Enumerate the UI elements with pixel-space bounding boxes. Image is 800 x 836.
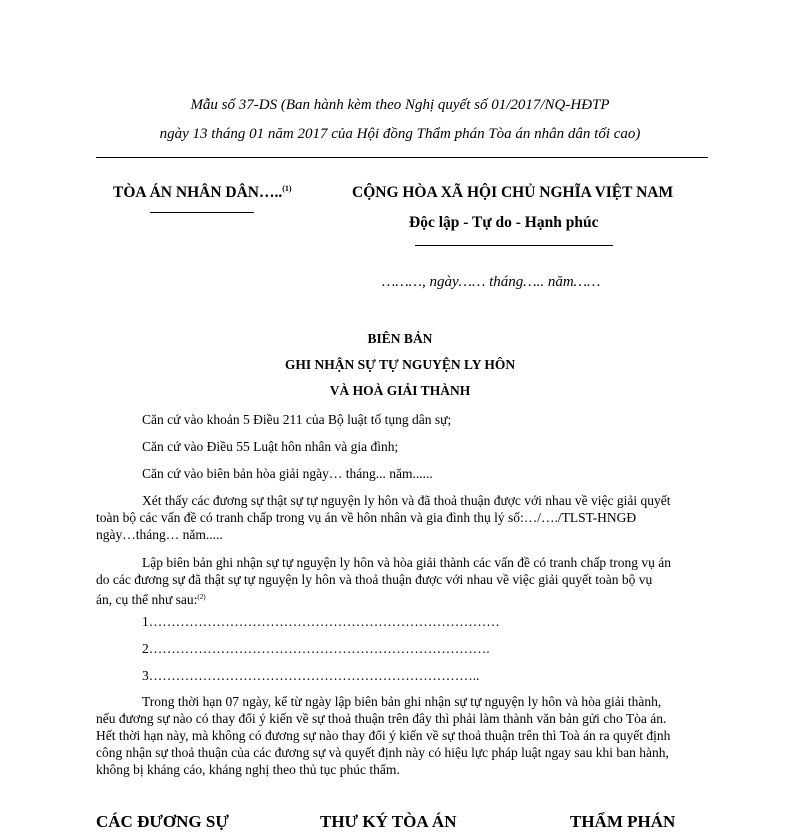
motto-underline (415, 245, 613, 246)
basis-3: Căn cứ vào biên bản hòa giải ngày… tháng... năm...... (142, 466, 433, 481)
para2-line1: Lập biên bản ghi nhận sự tự nguyện ly hôn và hòa giải thành các vấn đề có tranh chấp trong vụ án (142, 555, 671, 570)
para3-line2: nếu đương sự nào có thay đổi ý kiến về sự thoả thuận trên đây thì phải làm thành văn bản gửi cho Tòa án. (96, 711, 667, 726)
date-line: ………, ngày…… tháng….. năm…… (382, 274, 601, 290)
para1-line3: ngày…tháng… năm..... (96, 527, 223, 542)
nation-name: CỘNG HÒA XÃ HỘI CHỦ NGHĨA VIỆT NAM (352, 184, 674, 201)
doc-title-line2: GHI NHẬN SỰ TỰ NGUYỆN LY HÔN (284, 357, 516, 372)
para3-line1: Trong thời hạn 07 ngày, kể từ ngày lập biên bản ghi nhận sự tự nguyện ly hôn và hòa giải thành, (142, 694, 662, 709)
para1-line2: toàn bộ các vấn đề có tranh chấp trong vụ án về hôn nhân và gia đình thụ lý số:…/…./TLST-HNGĐ (96, 510, 637, 525)
court-name-block (113, 184, 292, 202)
item-3: 3……………………………………………………………….. (142, 668, 480, 683)
item-2: 2…………………………………………………………………. (142, 641, 490, 656)
para3-line4: công nhận sự thoả thuận của các đương sự và quyết định này có hiệu lực pháp luật ngay sau khi ban hành, (96, 745, 669, 760)
signature-parties: CÁC ĐƯƠNG SỰ (96, 812, 229, 831)
para3-line5: không bị kháng cáo, kháng nghị theo thủ tục phúc thẩm. (96, 762, 400, 777)
para2-line3-block (96, 587, 206, 610)
header-divider (96, 157, 708, 158)
form-note-line1: Mẫu số 37-DS (Ban hành kèm theo Nghị quyết số 01/2017/NQ-HĐTP (190, 97, 610, 113)
court-name: TÒA ÁN NHÂN DÂN….. (113, 184, 283, 201)
signature-judge: THẨM PHÁN (570, 812, 676, 831)
basis-2: Căn cứ vào Điều 55 Luật hôn nhân và gia đình; (142, 439, 399, 454)
court-footnote-ref: (1) (282, 184, 292, 193)
basis-1: Căn cứ vào khoản 5 Điều 211 của Bộ luật tố tụng dân sự; (142, 412, 452, 427)
doc-title-line3: VÀ HOÀ GIẢI THÀNH (329, 383, 471, 398)
para3-line3: Hết thời hạn này, mà không có đương sự nào thay đổi ý kiến về sự thoả thuận trên thì Toà án ra quyết định (96, 728, 671, 743)
doc-title-line1: BIÊN BẢN (367, 331, 433, 346)
signature-clerk: THƯ KÝ TÒA ÁN (320, 812, 457, 831)
nation-motto: Độc lập - Tự do - Hạnh phúc (409, 214, 599, 231)
court-underline (150, 212, 254, 213)
para2-line3: án, cụ thể như sau: (96, 592, 198, 607)
para1-line1: Xét thấy các đương sự thật sự tự nguyện ly hôn và đã thoả thuận được với nhau về việc giải quyết (142, 493, 671, 508)
item-1: 1…………………………………………………………………… (142, 614, 500, 629)
para2-line2: do các đương sự đã thật sự tự nguyện ly hôn và thoả thuận được với nhau về việc giải quyết toàn bộ vụ (96, 572, 653, 587)
form-note-line2: ngày 13 tháng 01 năm 2017 của Hội đồng Thẩm phán Tòa án nhân dân tối cao) (159, 126, 641, 142)
para2-footnote-ref: (2) (197, 593, 206, 601)
